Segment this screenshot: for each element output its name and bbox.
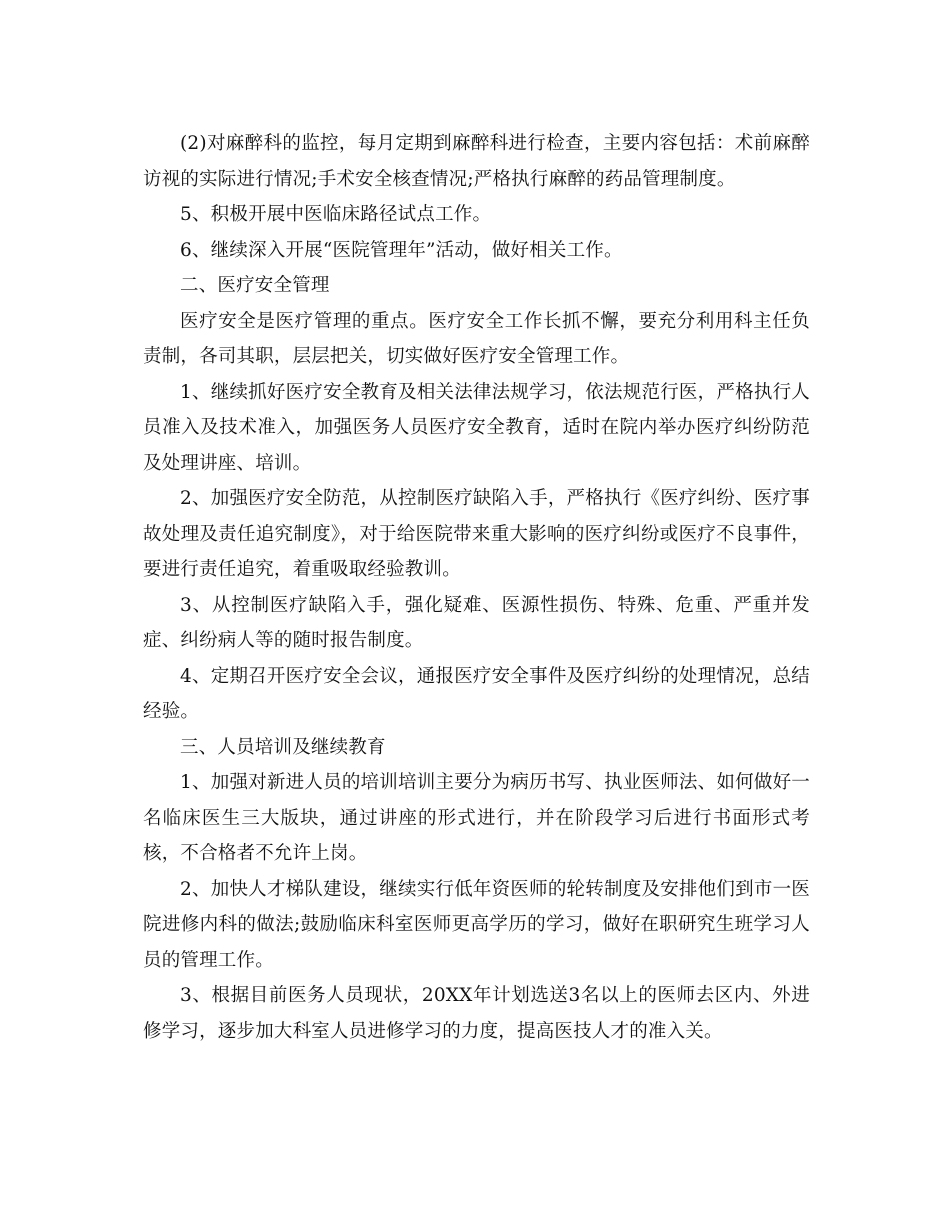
paragraph-tcm-pathway: 5、积极开展中医临床路径试点工作。: [180, 204, 492, 225]
paragraph-hospital-management-year: 6、继续深入开展“医院管理年”活动，做好相关工作。: [180, 239, 623, 261]
paragraph-safety-meetings: 4、定期召开医疗安全会议，通报医疗安全事件及医疗纠纷的处理情况，总结经验。: [143, 665, 810, 722]
paragraph-safety-intro: 医疗安全是医疗管理的重点。医疗安全工作长抓不懈，要充分利用科主任负责制，各司其职，层层把关，切实做好医疗安全管理工作。: [143, 310, 810, 367]
document-body: [143, 126, 810, 1049]
section-heading-medical-safety: 二、医疗安全管理: [180, 275, 330, 296]
paragraph-safety-prevention: 2、加强医疗安全防范，从控制医疗缺陷入手，严格执行《医疗纠纷、医疗事故处理及责任追究制度》，对于给医院带来重大影响的医疗纠纷或医疗不良事件，要进行责任追究，着重吸取经验教训。: [143, 488, 810, 580]
paragraph-anesthesia-monitoring: (2)对麻醉科的监控，每月定期到麻醉科进行检查，主要内容包括：术前麻醉访视的实际进行情况;手术安全核查情况;严格执行麻醉的药品管理制度。: [143, 133, 810, 190]
paragraph-safety-education: 1、继续抓好医疗安全教育及相关法律法规学习，依法规范行医，严格执行人员准入及技术准入，加强医务人员医疗安全教育，适时在院内举办医疗纠纷防范及处理讲座、培训。: [143, 381, 810, 474]
section-heading-training: 三、人员培训及继续教育: [180, 736, 386, 758]
paragraph-talent-building: 2、加快人才梯队建设，继续实行低年资医师的轮转制度及安排他们到市一医院进修内科的做法;鼓励临床科室医师更高学历的学习，做好在职研究生班学习人员的管理工作。: [143, 878, 810, 971]
paragraph-defect-reporting: 3、从控制医疗缺陷入手，强化疑难、医源性损伤、特殊、危重、严重并发症、纠纷病人等的随时报告制度。: [143, 594, 810, 651]
paragraph-new-staff-training: 1、加强对新进人员的培训培训主要分为病历书写、执业医师法、如何做好一名临床医生三大版块，通过讲座的形式进行，并在阶段学习后进行书面形式考核，不合格者不允许上岗。: [143, 772, 810, 864]
paragraph-further-study: 3、根据目前医务人员现状，20XX年计划选送3名以上的医师去区内、外进修学习，逐步加大科室人员进修学习的力度，提高医技人才的准入关。: [143, 985, 810, 1042]
